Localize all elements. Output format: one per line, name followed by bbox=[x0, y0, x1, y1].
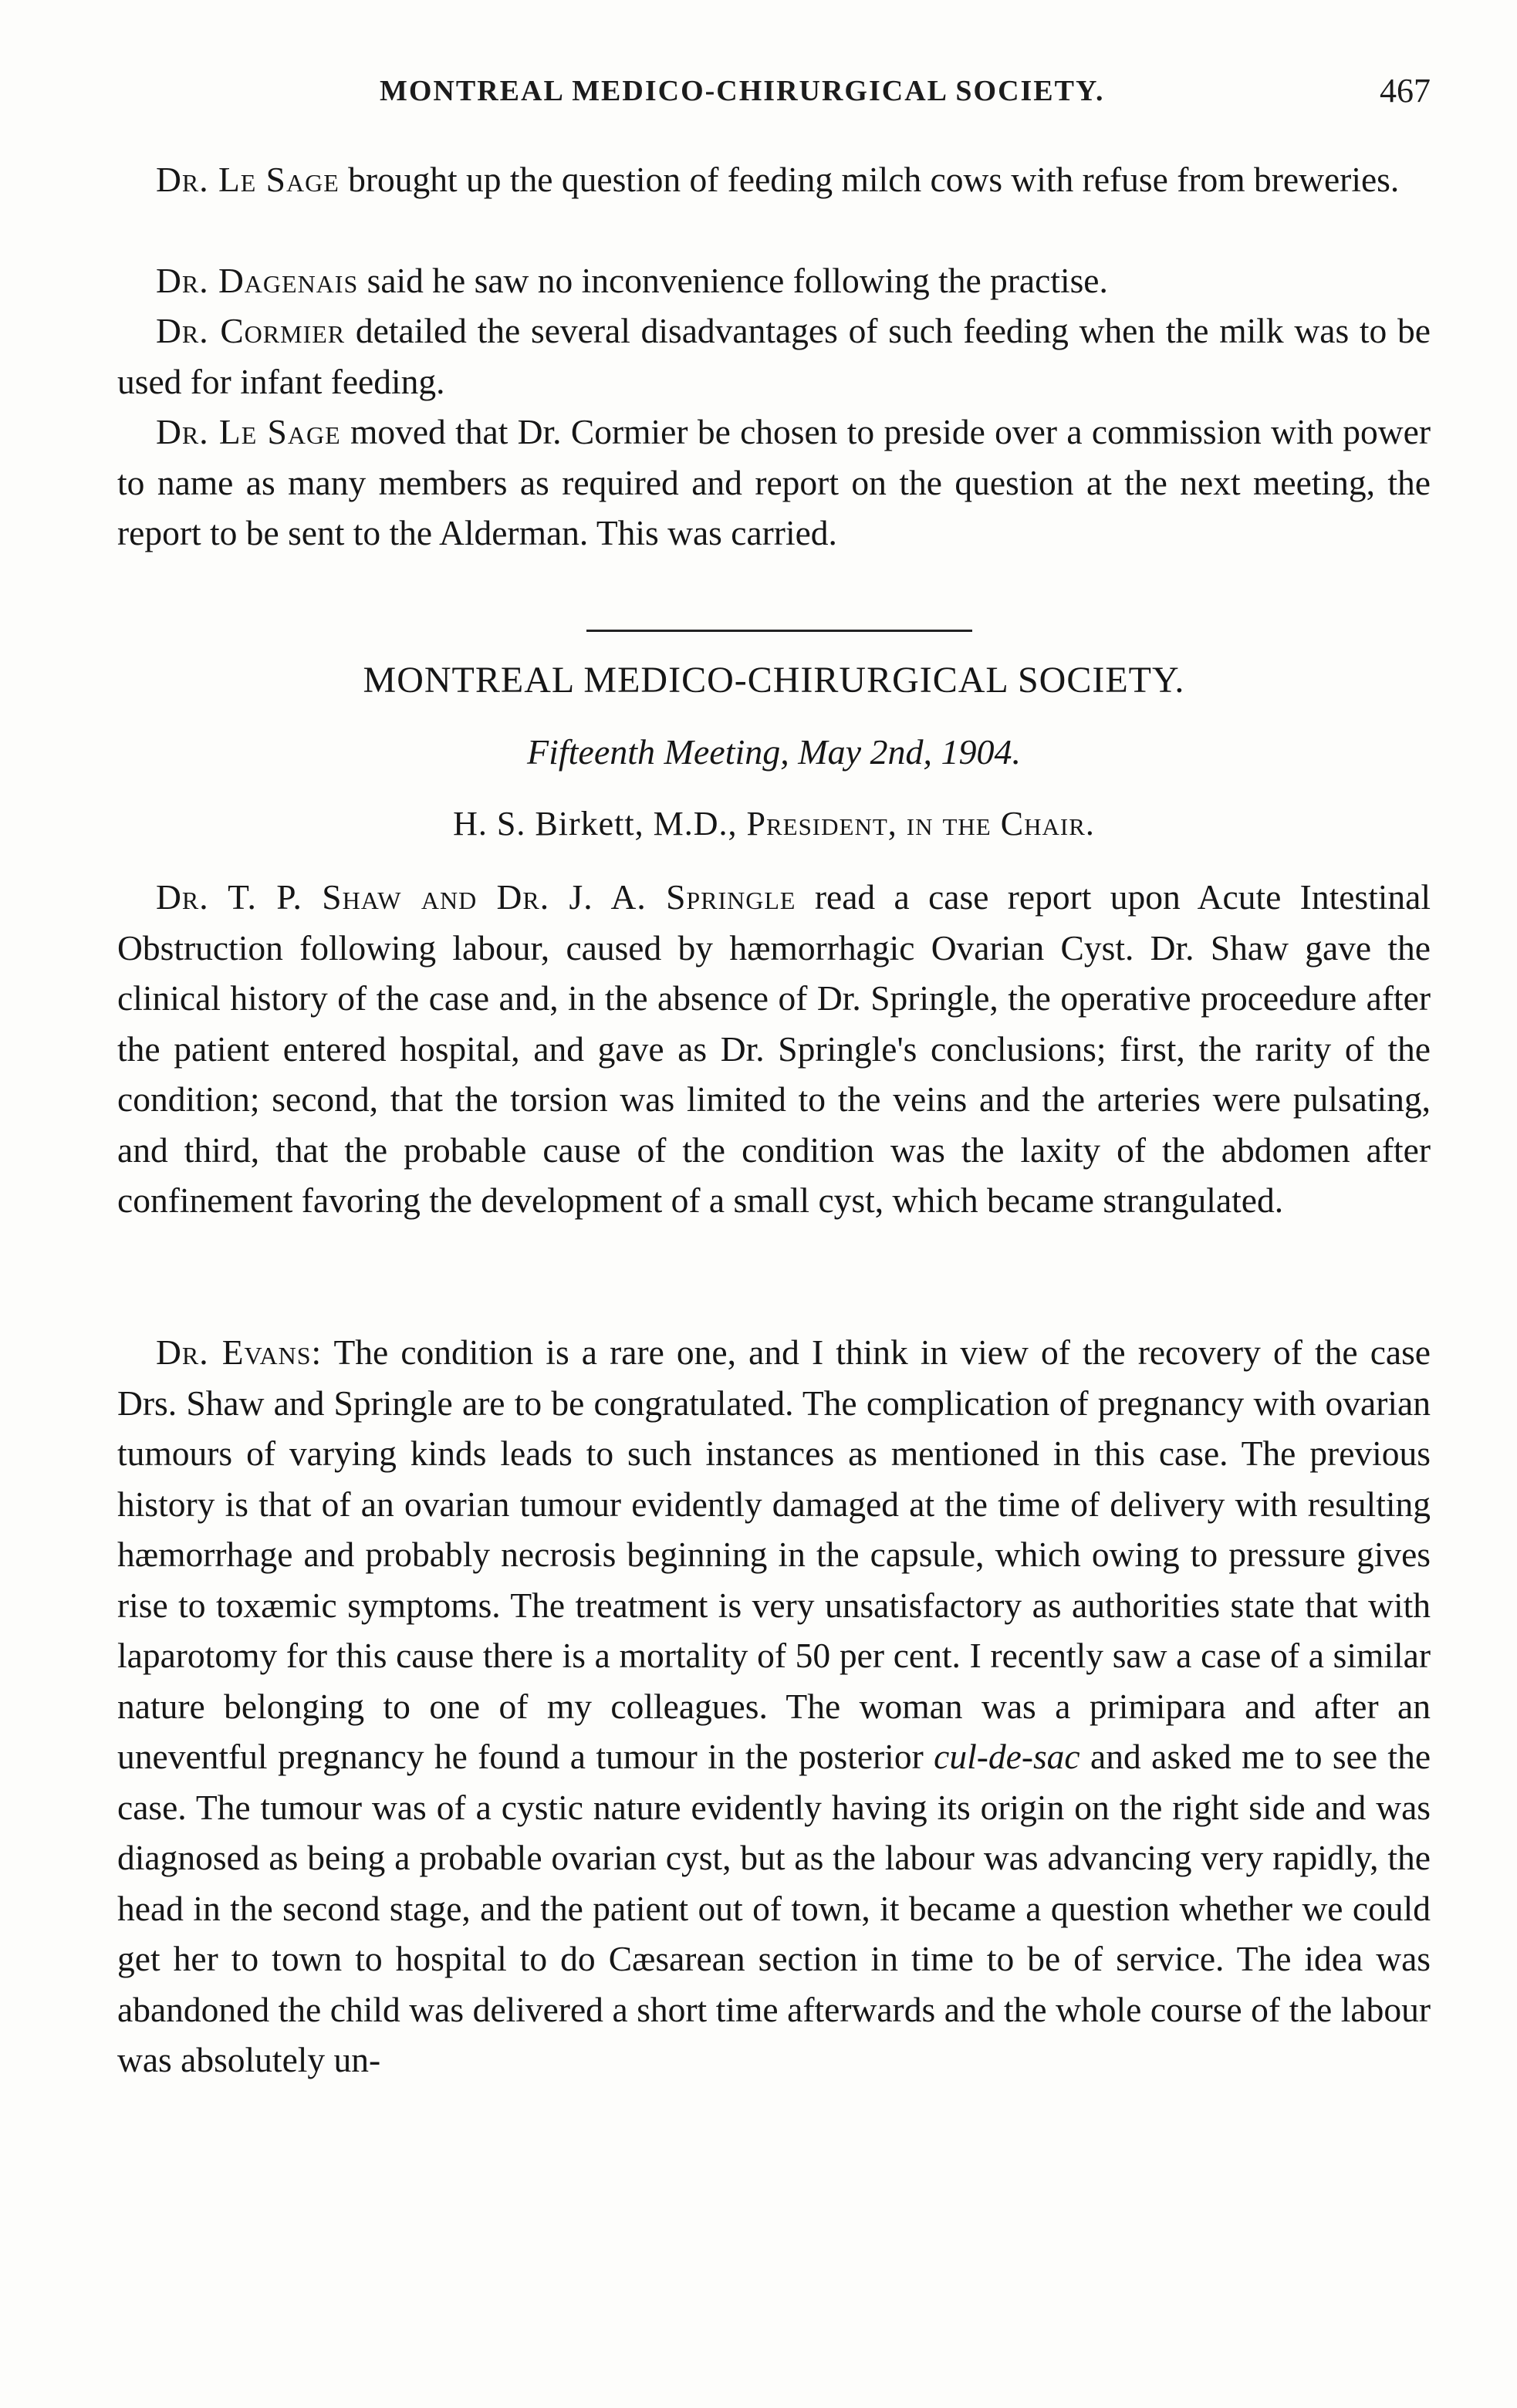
paragraph-text: and asked me to see the case. The tumour was of a cystic nature evidently having its origin on the right side and was diagnosed as being a probable ovarian cyst, but as the labour was advancing very rapidly, the head in the second stage, and the patient out of town, it became a question whether we could get her to town to hospital to do Cæsarean section in time to be of service. The idea was abandoned the child was delivered a short time afterwards and the whole course of the labour was absolutely un- bbox=[117, 1737, 1431, 2079]
paragraph-text: said he saw no inconvenience following the practise. bbox=[367, 261, 1108, 300]
minutes-paragraph bbox=[117, 306, 1431, 407]
speaker-name: Dr. Le Sage bbox=[156, 160, 340, 199]
paragraph-text: read a case report upon Acute Intestinal Obstruction following labour, caused by hæmorrhagic Ovarian Cyst. Dr. Shaw gave the clinical history of the case and, in the absence of Dr. Springle, the operative proceedure after the patient entered hospital, and gave as Dr. Springle's conclusions; first, the rarity of the condition; second, that the torsion was limited to the veins and the arteries were pulsating, and third, that the probable cause of the condition was the laxity of the abdomen after confinement favoring the development of a small cyst, which became strangulated. bbox=[117, 877, 1431, 1220]
minutes-paragraph bbox=[117, 255, 1431, 306]
paragraph-text: brought up the question of feeding milch cows with refuse from breweries. bbox=[348, 160, 1400, 199]
case-report-paragraph bbox=[117, 872, 1431, 1226]
running-title: MONTREAL MEDICO-CHIRURGICAL SOCIETY. bbox=[380, 75, 1105, 107]
chair-name: H. S. Birkett, M.D., bbox=[453, 805, 738, 843]
paragraph-text: moved that Dr. Cormier be chosen to preside over a commission with power to name as many members as required and report on the question at the next meeting, the report to be sent to the Alderman. This was carried. bbox=[117, 412, 1431, 552]
paragraph-text: The condition is a rare one, and I think in view of the recovery of the case Drs. Shaw and Springle are to be congratulated. The complication of pregnancy with ovarian tumours of varying kinds leads to such instances as mentioned in this case. The previous history is that of an ovarian tumour evidently damaged at the time of delivery with resulting hæmorrhage and probably necrosis beginning in the capsule, which owing to pressure gives rise to toxæmic symptoms. The treatment is very unsatisfactory as authorities state that with laparotomy for this cause there is a mortality of 50 per cent. I recently saw a case of a similar nature belonging to one of my colleagues. The woman was a primipara and after an uneventful pregnancy he found a tumour in the posterior bbox=[117, 1332, 1431, 1776]
speaker-name: Dr. Cormier bbox=[156, 311, 346, 350]
paragraph-text: detailed the several disadvantages of such feeding when the milk was to be used for infant feeding. bbox=[117, 311, 1431, 401]
chair-role: President, in the Chair. bbox=[746, 805, 1095, 843]
section-divider bbox=[586, 630, 972, 632]
italic-term: cul-de-sac bbox=[934, 1737, 1080, 1776]
meeting-line: Fifteenth Meeting, May 2nd, 1904. bbox=[526, 732, 1021, 772]
page-number: 467 bbox=[1380, 72, 1431, 110]
speaker-name: Dr. T. P. Shaw and Dr. J. A. Springle bbox=[156, 877, 796, 917]
speaker-name: Dr. Le Sage bbox=[156, 412, 341, 451]
speaker-name: Dr. Dagenais bbox=[156, 261, 359, 300]
discussion-paragraph bbox=[117, 1327, 1431, 2085]
section-title: MONTREAL MEDICO-CHIRURGICAL SOCIETY. bbox=[363, 660, 1185, 701]
running-head bbox=[117, 74, 1431, 120]
minutes-paragraph bbox=[117, 154, 1431, 205]
chair-line bbox=[117, 804, 1431, 843]
speaker-name: Dr. Evans: bbox=[156, 1332, 323, 1372]
minutes-paragraph bbox=[117, 407, 1431, 559]
